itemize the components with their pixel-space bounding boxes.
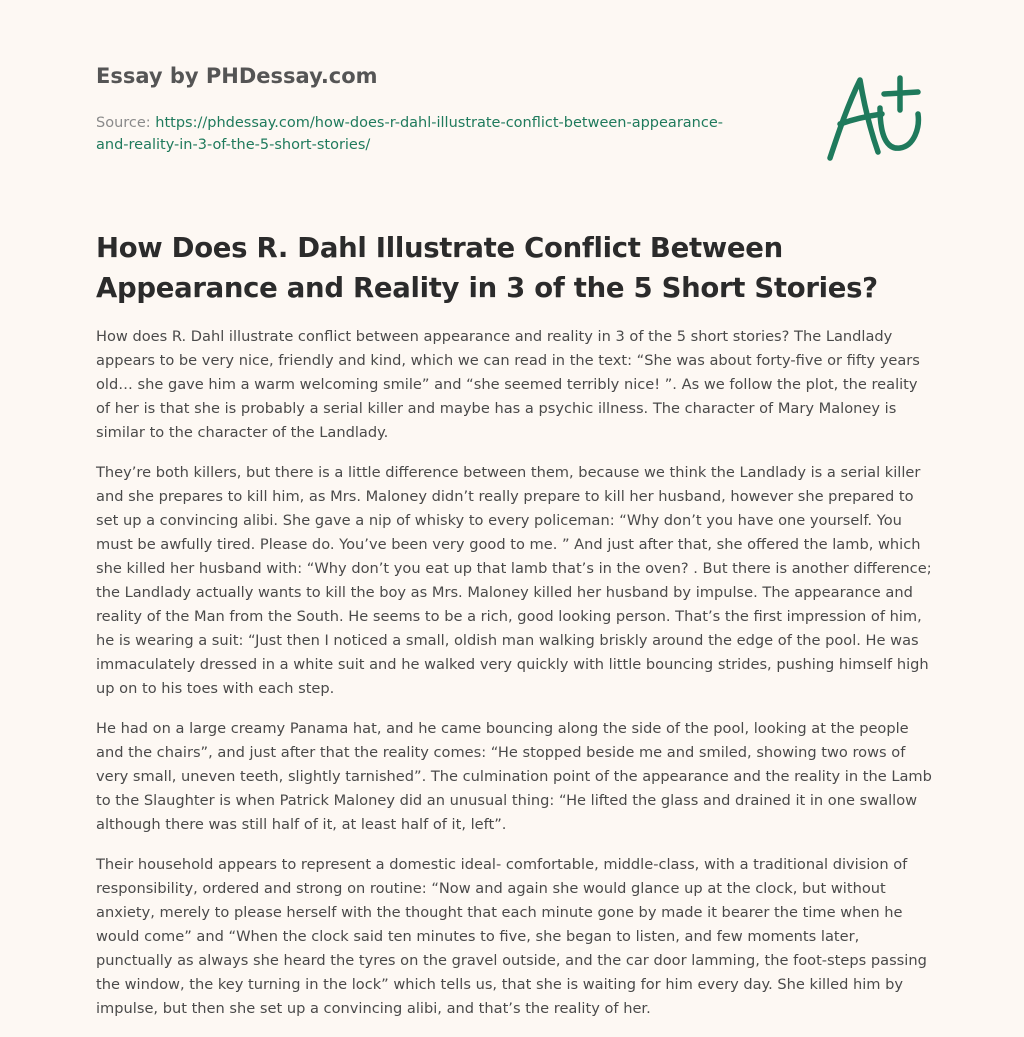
- source-line: [96, 112, 776, 156]
- article-body: [96, 325, 932, 1037]
- paragraph: How does R. Dahl illustrate conflict between appearance and reality in 3 of the 5 short stories? The Landlady appears to be very nice, friendly and kind, which we can read in the text: “She was about forty-five or fifty years old… she gave him a warm welcoming smile” and “she seemed terribly nice! ”. As we follow the plot, the reality of her is that she is probably a serial killer and maybe has a psychic illness. The character of Mary Maloney is similar to the character of the Landlady.: [96, 328, 920, 441]
- source-link[interactable]: [96, 115, 723, 153]
- paragraph: Their household appears to represent a domestic ideal- comfortable, middle-class, with a traditional division of responsibility, ordered and strong on routine: “Now and again she would glance up at the clock, but without anxiety, merely to please herself with the thought that each minute gone by made it bearer the time when he would come” and “When the clock said ten minutes to five, she began to listen, and few moments later, punctually as always she heard the tyres on the gravel outside, and the car door lamming, the foot-steps passing the window, the key turning in the lock” which tells us, that she is waiting for him every day. She killed him by impulse, but then she set up a convincing alibi, and that’s the reality of her.: [96, 856, 927, 1017]
- paragraph: He had on a large creamy Panama hat, and he came bouncing along the side of the pool, looking at the people and the chairs”, and just after that the reality comes: “He stopped beside me and smiled, showing two rows of very small, uneven teeth, slightly tarnished”. The culmination point of the appearance and the reality in the Lamb to the Slaughter is when Patrick Maloney did an unusual thing: “He lifted the glass and drained it in one swallow although there was still half of it, at least half of it, left”.: [96, 720, 932, 833]
- article-title: How Does R. Dahl Illustrate Conflict Between Appearance and Reality in 3 of the 5 Short Stories?: [96, 232, 878, 304]
- source-link-line-2[interactable]: and-reality-in-3-of-the-5-short-stories/: [96, 137, 371, 153]
- site-brand: Essay by PHDessay.com: [96, 64, 378, 88]
- a-plus-grade-icon: [820, 64, 930, 164]
- paragraph: They’re both killers, but there is a little difference between them, because we think the Landlady is a serial killer and she prepares to kill him, as Mrs. Maloney didn’t really prepare to kill her husband, however she prepared to set up a convincing alibi. She gave a nip of whisky to every policeman: “Why don’t you have one yourself. You must be awfully tired. Please do. You’ve been very good to me. ” And just after that, she offered the lamb, which she killed her husband with: “Why don’t you eat up that lamb that’s in the oven? . But there is another difference; the Landlady actually wants to kill the boy as Mrs. Maloney killed her husband by impulse. The appearance and reality of the Man from the South. He seems to be a rich, good looking person. That’s the first impression of him, he is wearing a suit: “Just then I noticed a small, oldish man walking briskly around the edge of the pool. He was immaculately dressed in a white suit and he walked very quickly with little bouncing strides, pushing himself high up on to his toes with each step.: [96, 464, 932, 697]
- source-label: Source:: [96, 115, 151, 131]
- source-link-line-1[interactable]: https://phdessay.com/how-does-r-dahl-illustrate-conflict-between-appearance-: [155, 115, 723, 131]
